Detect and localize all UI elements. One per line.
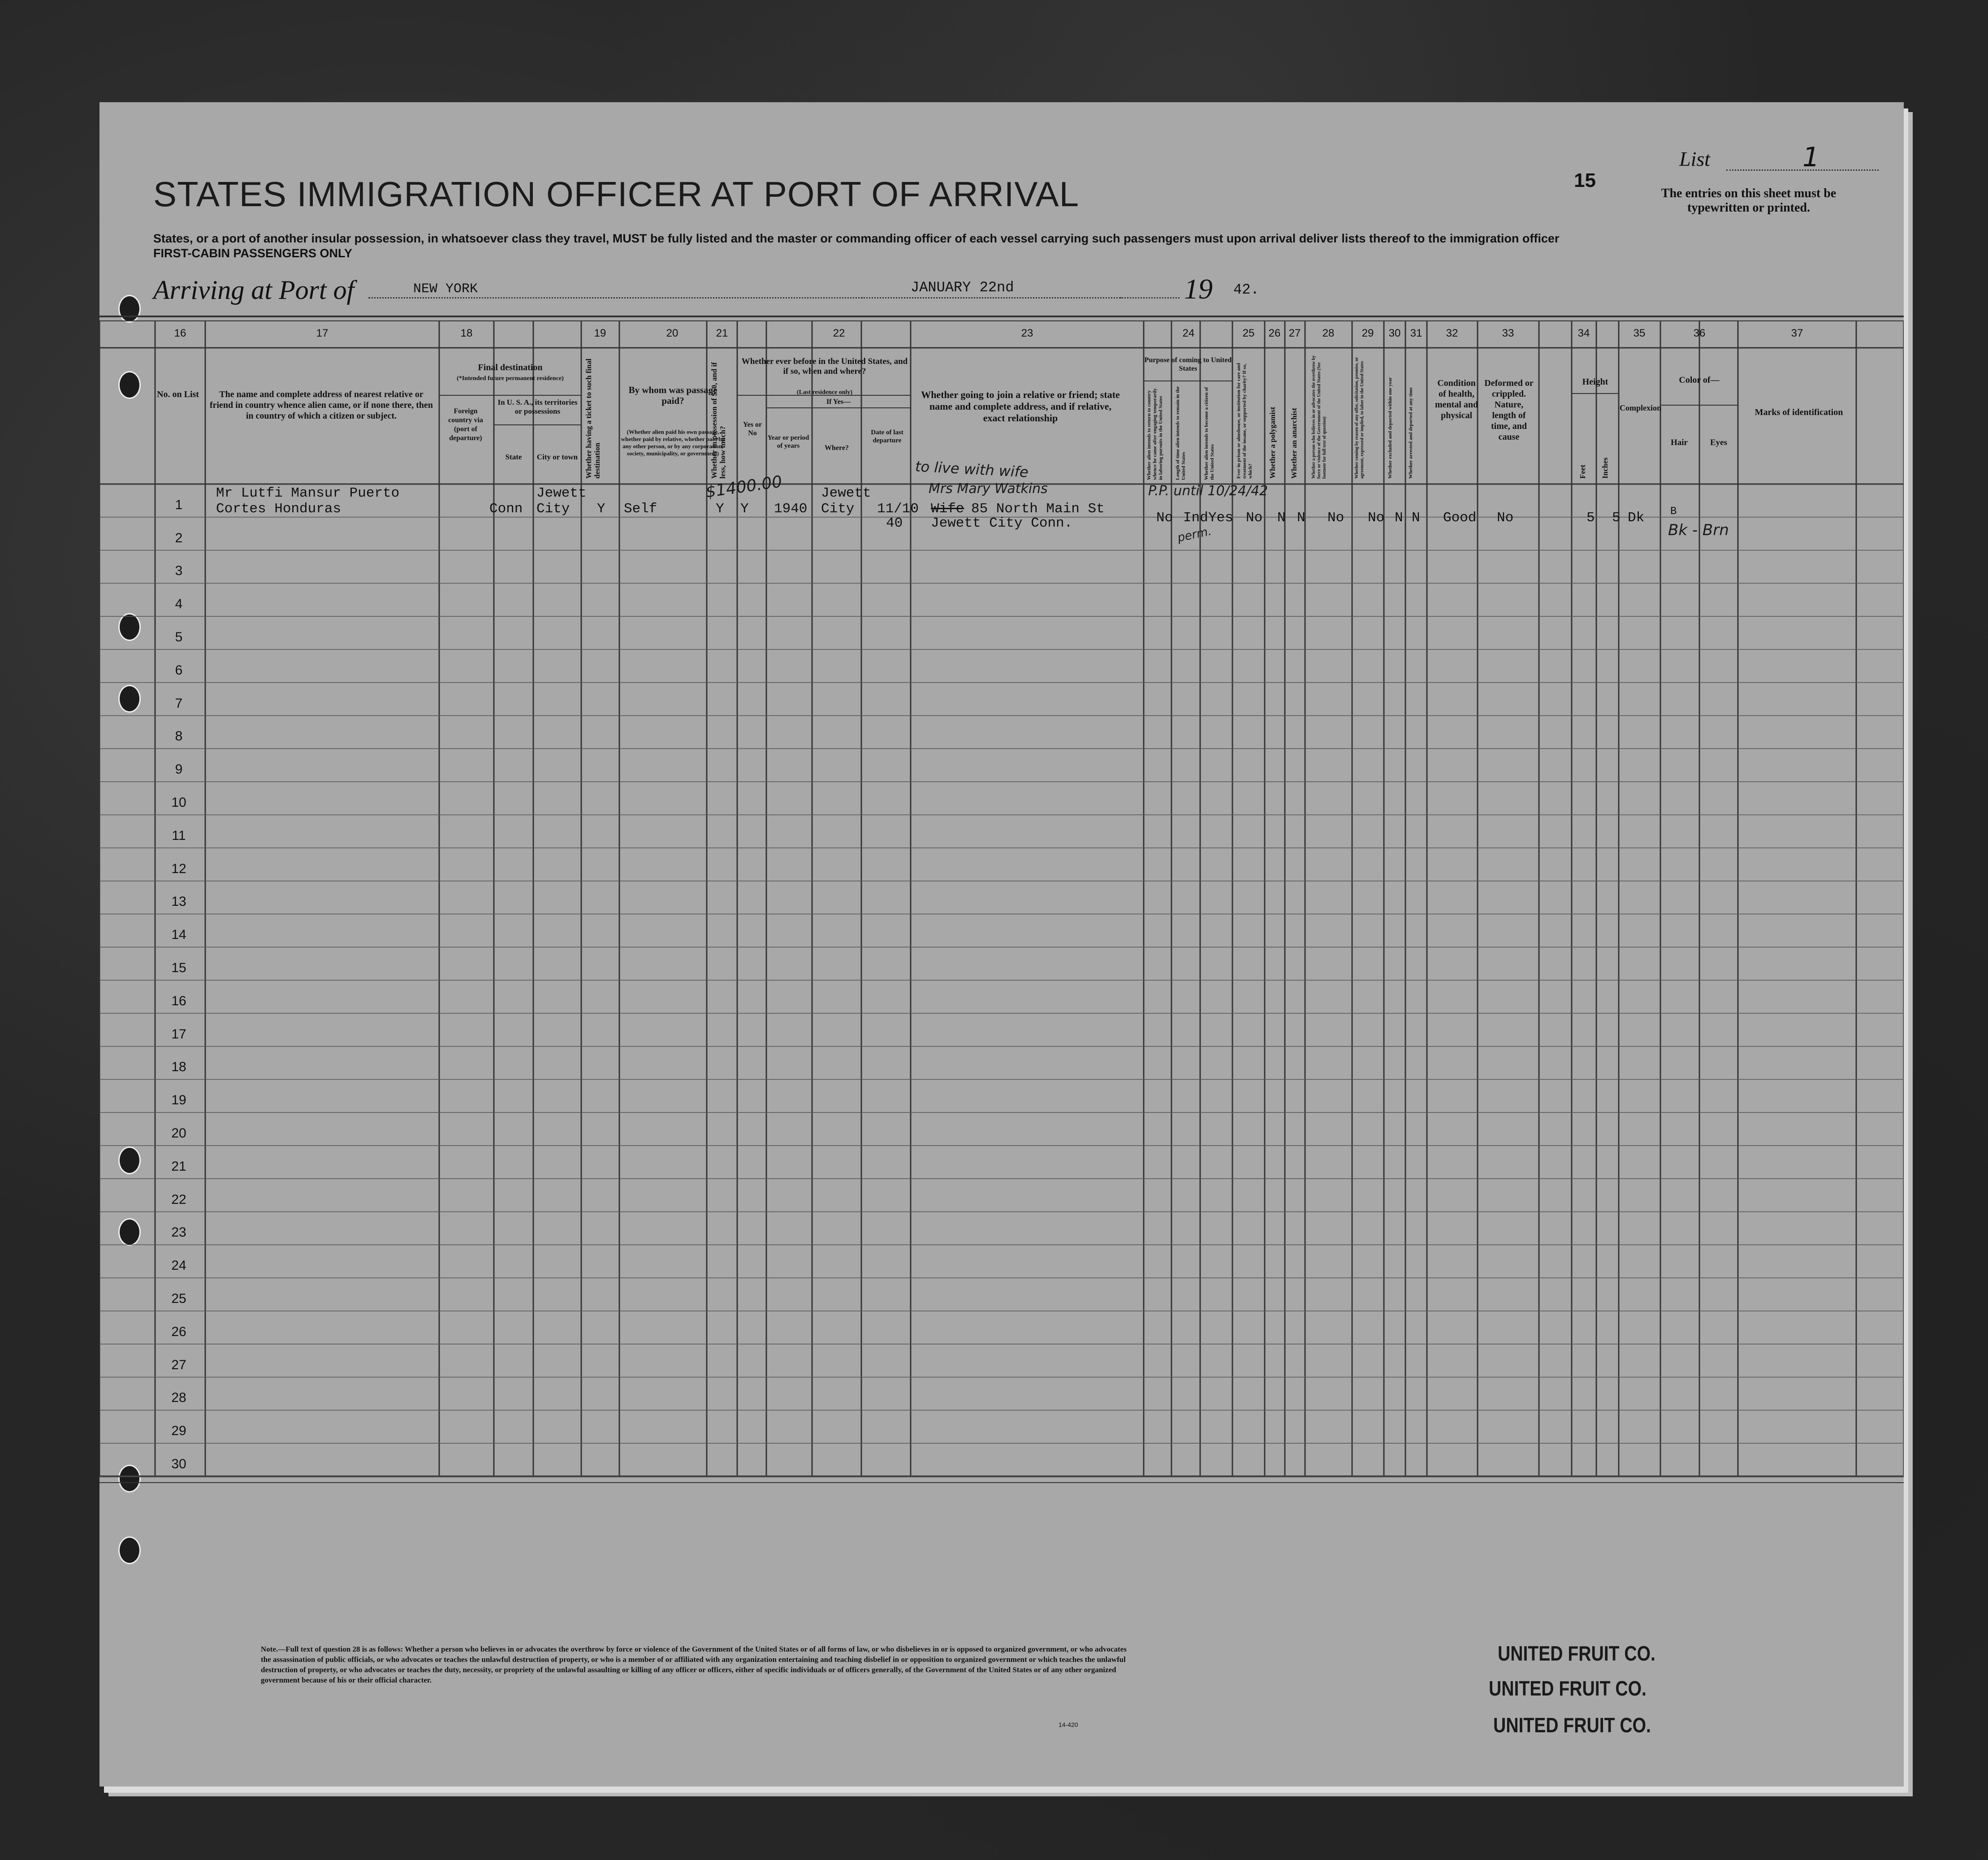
row-number: 11 bbox=[172, 828, 186, 843]
relative-line-1: Mr Lutfi Mansur Puerto bbox=[216, 485, 400, 501]
header-c22-ifyes: If Yes— bbox=[826, 398, 851, 406]
row-number: 5 bbox=[175, 630, 183, 645]
row-number: 19 bbox=[171, 1093, 186, 1108]
header-c29: Whether coming by reason of any offer, solicitation, promise, or agreement, expressed or implied, to labor in the United States bbox=[1354, 357, 1365, 479]
where-line-2: City bbox=[821, 501, 855, 517]
row-number: 8 bbox=[175, 729, 183, 744]
departure-line-1: 11/10 bbox=[877, 501, 919, 517]
header-c22-title: Whether ever before in the United States, and if so, when and where? bbox=[741, 357, 908, 376]
dest-city-line-1: Jewett bbox=[536, 485, 587, 501]
year-before: 1940 bbox=[774, 501, 808, 517]
join-struck: Wife bbox=[931, 501, 964, 517]
hair-typed: B bbox=[1670, 506, 1677, 518]
perm-handwritten: perm. bbox=[1176, 524, 1213, 545]
footnote-code: 14-420 bbox=[1059, 1721, 1078, 1728]
header-c22-where: Where? bbox=[825, 444, 849, 452]
header-c23: Whether going to join a relative or friend; state name and complete address, and if relative, exact relationship bbox=[921, 389, 1120, 424]
header-c22-date: Date of last departure bbox=[871, 429, 903, 444]
column-number: 33 bbox=[1502, 327, 1514, 339]
subtitle-line-1: States, or a port of another insular possession, in whatsoever class they travel, MUST be fully listed and the master or commanding officer of each vessel carrying such passengers must upon arrival deliver lists thereof to the immigration officer bbox=[153, 232, 1560, 245]
header-c22-yesno: Yes or No bbox=[743, 421, 762, 437]
column-number: 17 bbox=[316, 327, 328, 339]
manifest-page bbox=[99, 102, 1904, 1786]
row-number: 16 bbox=[171, 993, 186, 1008]
column-number: 21 bbox=[716, 327, 728, 339]
row-number: 13 bbox=[171, 894, 186, 909]
header-c20-title: By whom was passage paid? bbox=[628, 385, 717, 406]
column-number: 27 bbox=[1288, 327, 1301, 339]
year-prefix: 19 bbox=[1184, 273, 1213, 305]
column-number: 31 bbox=[1410, 327, 1422, 339]
row-number: 23 bbox=[171, 1225, 186, 1240]
return-intent: No bbox=[1156, 510, 1173, 526]
complexion: Dk bbox=[1628, 510, 1645, 526]
arrival-date: JANUARY 22nd bbox=[911, 279, 1014, 296]
header-c35: Complexion bbox=[1620, 403, 1662, 412]
year-suffix: 42. bbox=[1233, 281, 1259, 298]
header-c24-a: Whether alien intends to return to country whence he came after engaging temporarily in laboring pursuits in the United States bbox=[1146, 388, 1163, 480]
row-number: 7 bbox=[175, 696, 183, 711]
row-number: 4 bbox=[175, 597, 183, 612]
labor-offer: No bbox=[1368, 510, 1385, 526]
polygamist: N bbox=[1277, 510, 1286, 526]
header-c22-year: Year or period of years bbox=[767, 434, 809, 450]
header-c34-title: Height bbox=[1582, 377, 1608, 387]
row-number: 2 bbox=[175, 530, 183, 545]
header-c24-c: Whether alien intends to become a citizen of the United States bbox=[1204, 387, 1215, 480]
column-number: 36 bbox=[1693, 327, 1706, 339]
row-number: 10 bbox=[171, 795, 186, 810]
height-inches: 5 bbox=[1612, 510, 1621, 526]
header-c21: Whether in possession of $50, and if less, how much? bbox=[710, 362, 727, 479]
footnote: Note.—Full text of question 28 is as follows: Whether a person who believes in or advocates the overthrow by force or violence of the Government of the United States or of all forms of law, or who disbelieves in or is opposed to organized government, or who advocates the assassination of public officials, or who advocates or teaches the unlawful destruction of property, or who is a member of or affiliated with any organization entertaining and teaching disbelief in or opposition to organized government or which teaches the unlawful destruction of property, or who advocates or teaches the duty, necessity, or propriety of the unlawful assaulting or killing of any officer or officers, either of specific individuals or of officers generally, of the Government of the United States or of any other organized government because of his or their official character. bbox=[261, 1645, 1127, 1684]
column-number: 16 bbox=[174, 327, 186, 339]
excluded: N bbox=[1395, 510, 1403, 526]
header-c30: Whether excluded and deported within one year bbox=[1387, 377, 1393, 479]
header-c26: Whether a polygamist bbox=[1268, 407, 1277, 479]
hair-eyes-handwritten: Bk - Brn bbox=[1668, 521, 1729, 539]
purpose-handwritten: P.P. until 10/24/42 bbox=[1148, 483, 1268, 499]
row-number: 18 bbox=[171, 1060, 186, 1075]
row-number: 25 bbox=[171, 1291, 186, 1306]
prison: No bbox=[1246, 510, 1263, 526]
row-number: 22 bbox=[171, 1192, 186, 1207]
header-c18-state: State bbox=[505, 453, 522, 461]
list-label: List bbox=[1679, 147, 1711, 170]
row-number: 29 bbox=[171, 1423, 186, 1439]
anarchist: N bbox=[1297, 510, 1305, 526]
entries-note: The entries on this sheet must be typewritten or printed. bbox=[1661, 186, 1837, 215]
row-number: 21 bbox=[171, 1159, 186, 1174]
header-c17: The name and complete address of nearest relative or friend in country whence alien came, or if none there, then in country of which a citizen or subject. bbox=[209, 389, 433, 421]
header-c36-hair: Hair bbox=[1671, 438, 1688, 447]
row-number: 24 bbox=[171, 1258, 186, 1273]
header-c34-inches: Inches bbox=[1601, 457, 1609, 479]
column-number: 29 bbox=[1361, 327, 1374, 339]
header-c33: Deformed or crippled. Nature, length of time, and cause bbox=[1484, 378, 1534, 442]
been-before: Y bbox=[740, 501, 749, 517]
column-number: 28 bbox=[1322, 327, 1335, 339]
row-number: 27 bbox=[171, 1357, 186, 1372]
subtitle-line-2: FIRST-CABIN PASSENGERS ONLY bbox=[153, 247, 353, 260]
row-number: 3 bbox=[175, 563, 183, 579]
header-c25: Ever in prison or almshouse, or institution for care and treatment of the insane, or supported by charity? If so, which? bbox=[1236, 363, 1253, 479]
header-c22-sub: (Last residence only) bbox=[796, 389, 853, 396]
header-c36-title: Color of— bbox=[1679, 375, 1720, 385]
dest-state: Conn bbox=[489, 501, 523, 517]
header-c18-foreign: Foreign country via (port of departure) bbox=[448, 407, 483, 442]
relative-line-2: Cortes Honduras bbox=[216, 501, 341, 517]
become-citizen: Yes bbox=[1208, 510, 1233, 526]
column-number: 34 bbox=[1577, 327, 1590, 339]
header-c24-b: Length of time alien intends to remain in the United States bbox=[1175, 386, 1186, 480]
row-number: 17 bbox=[171, 1026, 186, 1042]
column-number: 22 bbox=[833, 327, 845, 339]
column-number: 24 bbox=[1182, 327, 1195, 339]
port-name: NEW YORK bbox=[413, 281, 478, 297]
row-number: 30 bbox=[171, 1457, 186, 1471]
health: Good bbox=[1443, 510, 1477, 526]
deformed: No bbox=[1497, 510, 1514, 526]
column-number: 20 bbox=[666, 327, 679, 339]
join-handwritten-1: to live with wife bbox=[915, 458, 1029, 481]
header-c24-title: Purpose of coming to United States bbox=[1144, 356, 1232, 372]
column-number: 37 bbox=[1791, 327, 1803, 339]
column-number: 26 bbox=[1268, 327, 1281, 339]
column-number: 23 bbox=[1021, 327, 1033, 339]
header-c31: Whether arrested and deported at any time bbox=[1408, 387, 1413, 479]
header-c34-feet: Feet bbox=[1578, 464, 1587, 479]
arriving-label: Arriving at Port of bbox=[153, 275, 354, 305]
height-feet: 5 bbox=[1586, 510, 1595, 526]
column-number: 25 bbox=[1242, 327, 1255, 339]
header-c18-city: City or town bbox=[536, 453, 578, 461]
row-number: 6 bbox=[175, 662, 183, 678]
where-line-1: Jewett bbox=[821, 485, 871, 501]
header-c27: Whether an anarchist bbox=[1290, 407, 1298, 479]
money-handwritten: $1400.00 bbox=[704, 472, 783, 502]
dest-city-line-2: City bbox=[536, 501, 570, 517]
form-number: 15 bbox=[1574, 169, 1596, 191]
column-number: 35 bbox=[1633, 327, 1646, 339]
join-address-line-1: 85 North Main St bbox=[971, 501, 1105, 517]
overthrow: No bbox=[1327, 510, 1344, 526]
join-handwritten-2: Mrs Mary Watkins bbox=[929, 481, 1048, 497]
row-number: 1 bbox=[175, 497, 183, 512]
manifest-grid bbox=[99, 102, 1904, 1786]
header-c18-usa: In U. S. A., its territories or possessions bbox=[497, 398, 578, 415]
column-number: 19 bbox=[594, 327, 606, 339]
header-c19: Whether having a ticket to such final destination bbox=[584, 359, 601, 479]
ticket: Y bbox=[597, 501, 605, 517]
row-number: 26 bbox=[171, 1324, 186, 1339]
row-number: 12 bbox=[171, 861, 186, 876]
page-title: STATES IMMIGRATION OFFICER AT PORT OF ARRIVAL bbox=[153, 174, 1080, 214]
header-c36-eyes: Eyes bbox=[1710, 438, 1727, 447]
column-number: 32 bbox=[1446, 327, 1458, 339]
row-number: 9 bbox=[175, 762, 183, 777]
stamp-1: UNITED FRUIT CO. bbox=[1498, 1642, 1655, 1665]
header-c16: No. on List bbox=[157, 389, 199, 399]
arrested: N bbox=[1412, 510, 1420, 526]
row-number: 15 bbox=[171, 960, 186, 975]
row-number: 14 bbox=[171, 927, 186, 943]
header-c20-sub: (Whether alien paid his own passage, whether paid by relative, whether paid by any other person, or by any corporation, society, municipality, or government) bbox=[621, 428, 725, 457]
row-number: 20 bbox=[171, 1126, 186, 1141]
column-number: 18 bbox=[460, 327, 473, 339]
header-c18-sub: (*Intended future permanent residence) bbox=[457, 375, 564, 382]
length-of-stay: Ind bbox=[1183, 510, 1208, 526]
column-number: 30 bbox=[1388, 327, 1401, 339]
departure-line-2: 40 bbox=[886, 515, 903, 531]
paid-by: Self bbox=[624, 501, 657, 517]
header-c37: Marks of identification bbox=[1755, 407, 1843, 417]
header-c18-title: Final destination bbox=[478, 363, 543, 372]
list-value: 1 bbox=[1802, 142, 1820, 173]
header-c28: Whether a person who believes in or advocates the overthrow by force or violence of the Government of the United States (See footnote for full text of question) bbox=[1311, 355, 1327, 479]
row-number: 28 bbox=[171, 1390, 186, 1406]
header-c32: Condition of health, mental and physical bbox=[1435, 378, 1478, 420]
money: Y bbox=[716, 501, 724, 517]
stamp-2: UNITED FRUIT CO. bbox=[1489, 1677, 1647, 1700]
join-address-line-2: Jewett City Conn. bbox=[931, 515, 1073, 531]
stamp-3: UNITED FRUIT CO. bbox=[1493, 1713, 1651, 1737]
